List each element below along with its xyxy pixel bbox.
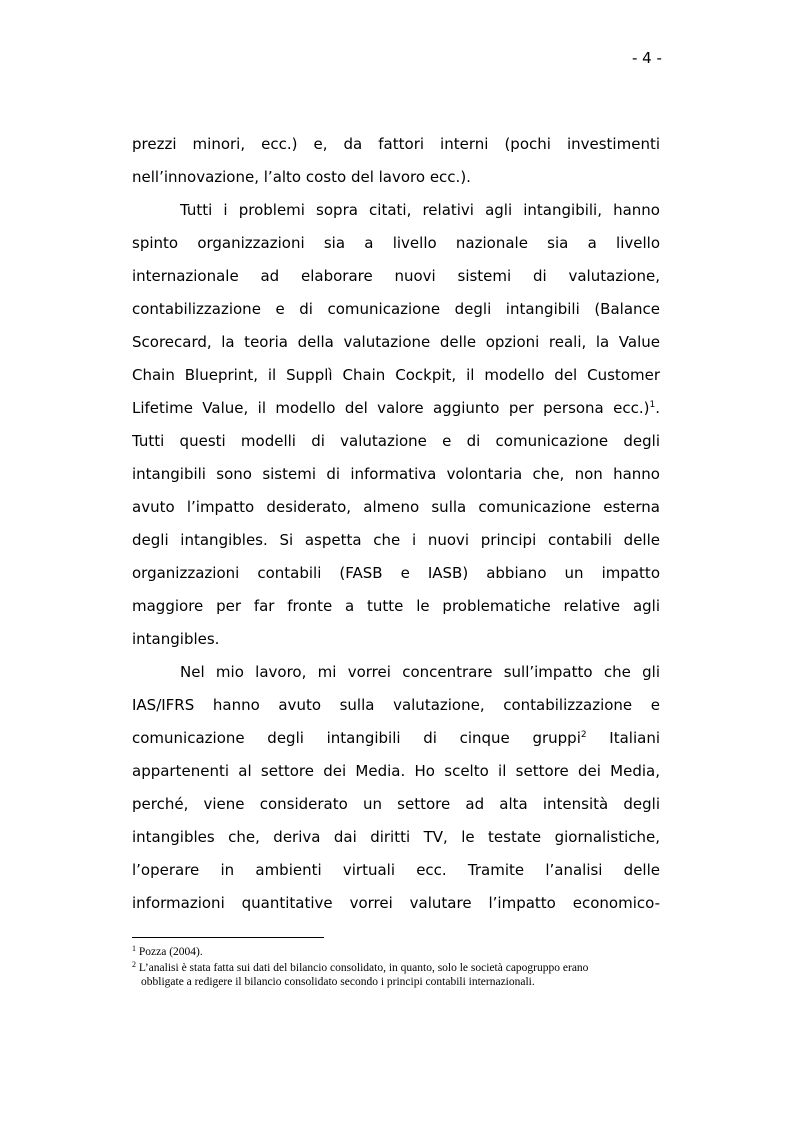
body-line-text: comunicazione degli intangibili di cinque gruppi	[132, 729, 581, 747]
page-number: - 4 -	[632, 49, 662, 67]
body-line: nell’innovazione, l’alto costo del lavoro ecc.).	[132, 168, 471, 186]
body-line: l’operare in ambienti virtuali ecc. Tramite l’analisi delle	[132, 861, 660, 879]
body-line: maggiore per far fronte a tutte le problematiche relative agli	[132, 597, 660, 615]
footnote-mark: 2	[132, 960, 136, 969]
body-line: organizzazioni contabili (FASB e IASB) abbiano un impatto	[132, 564, 660, 582]
body-line: contabilizzazione e di comunicazione degli intangibili (Balance	[132, 300, 660, 318]
body-line-tail: Italiani	[609, 729, 660, 747]
body-line: Nel mio lavoro, mi vorrei concentrare sull’impatto che gli	[180, 663, 660, 681]
footnote-ref-2: 2	[580, 730, 587, 740]
body-line: avuto l’impatto desiderato, almeno sulla comunicazione esterna	[132, 498, 660, 516]
body-line: IAS/IFRS hanno avuto sulla valutazione, contabilizzazione e	[132, 696, 660, 714]
body-line: informazioni quantitative vorrei valutare l’impatto economico-	[132, 894, 660, 912]
body-line: perché, viene considerato un settore ad alta intensità degli	[132, 795, 660, 813]
body-line-text: Lifetime Value, il modello del valore aggiunto per persona ecc.)	[132, 399, 650, 417]
footnote-text: L’analisi è stata fatta sui dati del bilancio consolidato, in quanto, solo le società capogruppo erano	[138, 962, 589, 974]
body-line: Tutti i problemi sopra citati, relativi agli intangibili, hanno	[180, 201, 660, 219]
footnote-1	[132, 945, 672, 959]
body-line: appartenenti al settore dei Media. Ho scelto il settore dei Media,	[132, 762, 660, 780]
footnote-2-continuation: obbligate a redigere il bilancio consolidato secondo i principi contabili internazionali.	[141, 976, 535, 988]
body-line: Chain Blueprint, il Supplì Chain Cockpit, il modello del Customer	[132, 366, 660, 384]
footnote-separator	[132, 937, 324, 938]
body-line: intangibles che, deriva dai diritti TV, le testate giornalistiche,	[132, 828, 660, 846]
body-line: prezzi minori, ecc.) e, da fattori interni (pochi investimenti	[132, 135, 660, 153]
footnote-ref-1: 1	[649, 400, 656, 410]
body-line-with-footnote-ref	[132, 728, 660, 748]
body-line: spinto organizzazioni sia a livello nazionale sia a livello	[132, 234, 660, 252]
footnote-2	[132, 961, 672, 975]
footnote-mark: 1	[132, 944, 136, 953]
body-line: intangibili sono sistemi di informativa volontaria che, non hanno	[132, 465, 660, 483]
body-line-tail: .	[655, 399, 660, 417]
body-line: intangibles.	[132, 630, 220, 648]
body-line: internazionale ad elaborare nuovi sistemi di valutazione,	[132, 267, 660, 285]
body-line-with-footnote-ref	[132, 398, 660, 418]
body-line: Tutti questi modelli di valutazione e di comunicazione degli	[132, 432, 660, 450]
body-line: degli intangibles. Si aspetta che i nuovi principi contabili delle	[132, 531, 660, 549]
body-line: Scorecard, la teoria della valutazione delle opzioni reali, la Value	[132, 333, 660, 351]
footnote-text: Pozza (2004).	[138, 946, 203, 958]
